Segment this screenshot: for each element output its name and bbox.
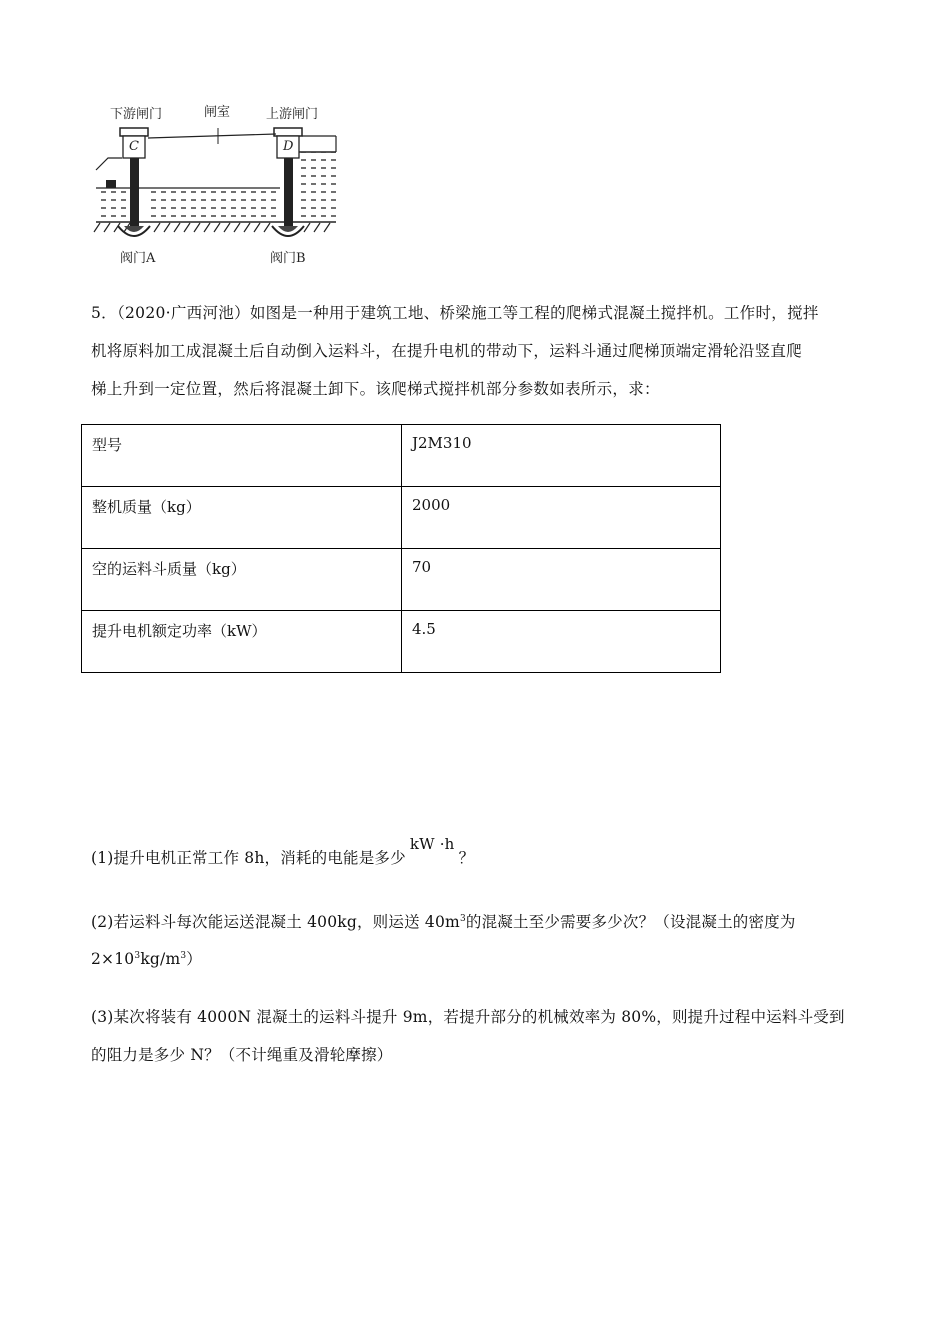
table-row: [82, 549, 721, 611]
param-label: 提升电机额定功率（kW）: [82, 611, 402, 673]
density-value: 2×10: [91, 950, 135, 968]
param-label: 整机质量（kg）: [82, 487, 402, 549]
parameter-table: [81, 424, 721, 673]
problem-line: 5．（2020·广西河池）如图是一种用于建筑工地、桥梁施工等工程的爬梯式混凝土搅拌机。工作时，搅拌: [91, 304, 819, 322]
question-3: [91, 998, 881, 1074]
gate-c-label: C: [129, 139, 139, 154]
chamber-water: [146, 188, 276, 222]
downstream-gate-label: 下游闸门: [110, 107, 163, 122]
superscript: 3: [459, 913, 466, 924]
problem-line: 机将原料加工成混凝土后自动倒入运料斗，在提升电机的带动下，运料斗通过爬梯顶端定滑轮沿竖直爬: [91, 342, 803, 360]
problem-line: 梯上升到一定位置，然后将混凝土卸下。该爬梯式搅拌机部分参数如表所示，求：: [91, 380, 660, 398]
question-2-text: 的混凝土至少需要多少次？（设混凝土的密度为: [465, 913, 796, 931]
question-2-text: (2)若运料斗每次能运送混凝土 400kg，则运送 40m: [91, 913, 460, 931]
superscript: 3: [134, 950, 141, 961]
question-1: [91, 835, 881, 868]
valve-a-label: 阀门A: [120, 251, 156, 266]
ship-lock-figure: [90, 100, 342, 272]
question-3-line: (3)某次将装有 4000N 混凝土的运料斗提升 9m，若提升部分的机械效率为 80%，则提升过程中运料斗受到: [91, 1008, 845, 1026]
ship-lock-diagram: [90, 100, 342, 272]
question-1-end: ？: [458, 849, 475, 867]
closing-paren: ）: [186, 950, 202, 968]
table-row: [82, 611, 721, 673]
table-row: [82, 425, 721, 487]
param-label: 型号: [82, 425, 402, 487]
param-value: 2000: [402, 487, 721, 549]
upstream-gate-label: 上游闸门: [266, 107, 319, 122]
gate-d-label: D: [283, 139, 294, 154]
question-2: [91, 910, 881, 932]
question-2-line2: [91, 947, 881, 969]
lock-chamber-label: 闸室: [204, 105, 231, 120]
question-3-line: 的阻力是多少 N？（不计绳重及滑轮摩擦）: [91, 1046, 393, 1064]
density-unit: kg/m: [140, 950, 181, 968]
valve-b-label: 阀门B: [270, 251, 306, 266]
param-value: 4.5: [402, 611, 721, 673]
question-1-unit: kW ·h: [409, 835, 455, 853]
param-label: 空的运料斗质量（kg）: [82, 549, 402, 611]
param-value: J2M310: [402, 425, 721, 487]
param-value: 70: [402, 549, 721, 611]
superscript: 3: [180, 950, 187, 961]
table-row: [82, 487, 721, 549]
upstream-water: [296, 152, 336, 222]
problem-statement: [91, 294, 866, 408]
question-1-text: (1)提升电机正常工作 8h，消耗的电能是多少: [91, 849, 406, 867]
